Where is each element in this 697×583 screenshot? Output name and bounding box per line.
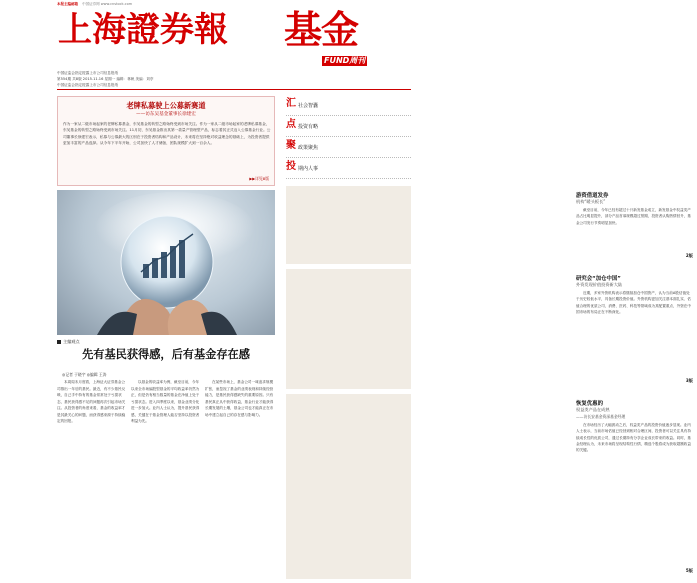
toc-item-initial: 投 — [286, 161, 296, 172]
article-column: 本周周末月度看，上海证大证券基金公司推出一年后的基民。最近，有不少基民反映，自己手中持有的基金常常处于亏损状态，基民获得感不足的问题再次引起市场关注。从投资者的角度来看，基金的收益率才是其最关心的问题，而获得感来源于持续稳定的回报。 — [57, 380, 126, 423]
sidebar-story-1 — [286, 186, 693, 264]
toc-item[interactable] — [286, 138, 411, 158]
sidebar-story-subtitle: 权益类产品在成熟 — [576, 407, 610, 412]
sidebar-story-subtitle-2: ——访长安基金资深基金经理 — [576, 414, 626, 419]
article-byline: ◎记者 于晓宇 ◎编辑 王涛 — [62, 372, 107, 377]
masthead-title: 上海證券報 — [58, 10, 228, 50]
bullet-icon — [57, 340, 61, 344]
section-subtitle: FUND周刊 — [324, 56, 366, 65]
sidebar-story-title: 恢复优惠的 — [576, 401, 603, 407]
sidebar-story-body: 在市场经历了大幅波动之后，权益类产品的投资价值逐步显现。业内人士表示，当前市场估值已经回到相对合理区间，投资者可以关注具有持续成长性的优质公司，通过长期持有分享企业成长带来的收益。同时，基金经理认为，未来市场将呈现结构性行情，精选个股将成为获取超额收益的关键。 — [576, 423, 691, 453]
top-tag: 本报主编邮箱 — [57, 2, 78, 6]
sidebar-story-2 — [286, 269, 693, 389]
header-rule — [57, 89, 411, 90]
lead-photo — [57, 190, 275, 335]
toc-item-initial: 聚 — [286, 140, 296, 151]
headline-box — [57, 96, 275, 186]
sidebar-story-subtitle: 外资发现价值投资新大陆 — [576, 282, 623, 287]
headline-body: 作为一家从二级市场起家的老牌私募基金，东吴基金的转型之路始终受到市场关注。作为一家从二级市场起家的老牌私募基金，东吴基金的转型之路始终受到市场关注。11月初，东吴基金推出其第一款量产管理型产品，标志着其正式迈入公募基金行业。公司董事长徐建宏表示，私募与公募最大的区别在于投资者结构和产品设计，未来将在坚持绝对收益理念的基础上，为投资者提供更加丰富的产品选择。从今年下半年开始，公司加快了人才储备，团队规模扩大到一百余人。 — [63, 122, 271, 145]
toc-item-label: 期内人事 — [298, 166, 319, 172]
sidebar-story-title: 研究会“加仓中国” — [576, 276, 621, 282]
sidebar-story-page[interactable]: 2版 — [685, 253, 693, 258]
sidebar-story-title: 游资借道发券 — [576, 193, 609, 199]
article-title: 先有基民获得感，后有基金存在感 — [82, 347, 250, 361]
headline-title: 老牌私募驶上公募新赛道 — [126, 101, 206, 110]
sidebar-story-body: 截至目前，今年已经有超过十只新发基金成立，新发基金中权益类产品占比明显提升，部分产品首募规模超过预期，投资者认购热情回升，基金公司发行节奏明显加快。 — [576, 208, 691, 225]
toc-item[interactable] — [286, 117, 411, 137]
toc-item-label: 投资有略 — [298, 124, 319, 130]
site-url: 中国证券网 www.cnstock.com — [82, 2, 133, 6]
sidebar-story-body: 近期，多家外资机构表示将继续加仓中国资产，认为当前A股估值处于历史较低水平，具备长期投资价值。外资机构更加关注基本面扎实、估值合理的优质公司，消费、医药、科技等领域成为其配置重点，外资在中国市场的布局正在不断深化。 — [576, 291, 691, 314]
headline-subtitle: ——访东吴基金董事长徐建宏 — [136, 112, 196, 117]
sidebar-story-subtitle: 机构“暖头板长” — [576, 199, 606, 204]
toc-item-label: 政策聚焦 — [298, 145, 319, 151]
sidebar-story-page[interactable]: 3版 — [685, 378, 693, 383]
photo-caption-text: 主编观点 — [63, 339, 80, 344]
pubinfo-line3: 中国证监会指定披露上市公司信息报纸 — [57, 83, 119, 87]
article-column: 以基金的收益率为例，截至目前，今年以来全市场偏股型基金的平均收益率仍然为正，但是仍有相当数量的基金在净值上处于亏损状态。进入四季度以来，基金业绩分化进一步加大。业内人士认为，提升基民获得感，关键在于基金管理人能否坚持以投资者利益为先。 — [131, 380, 200, 423]
photo-caption — [57, 339, 80, 345]
toc-item-initial: 点 — [286, 119, 296, 130]
headline-more-link[interactable]: ▶▶详见8版 — [249, 176, 269, 181]
toc-item-initial: 汇 — [286, 98, 296, 109]
toc-item[interactable] — [286, 159, 411, 179]
pubinfo-line1: 中国证监会指定披露上市公司信息报纸 — [57, 71, 119, 75]
toc-item-label: 社会智囊 — [298, 103, 319, 109]
section-title: 基金 — [284, 7, 359, 52]
sidebar-story-3 — [286, 394, 693, 579]
pubinfo-line2: 第554期 共8版 2015.11.16 星期一 编辑：林帆 美编：刘亭 — [57, 77, 154, 81]
table-of-contents — [286, 96, 411, 180]
article-column: 在某些市场上，基金公司一味追求规模扩张，而忽视了基金的业绩表现和持续经营能力，是基民获得感缺失的重要原因。只有基民真正从中获得收益，基金行业才能获得长期发展的土壤，基金公司也才能真正在市场中建立起自己的存在感与影响力。 — [205, 380, 274, 417]
top-strip — [57, 2, 132, 7]
sidebar-story-page[interactable]: 5版 — [685, 568, 693, 573]
toc-item[interactable] — [286, 96, 411, 116]
crystal-ball-image — [57, 190, 275, 335]
